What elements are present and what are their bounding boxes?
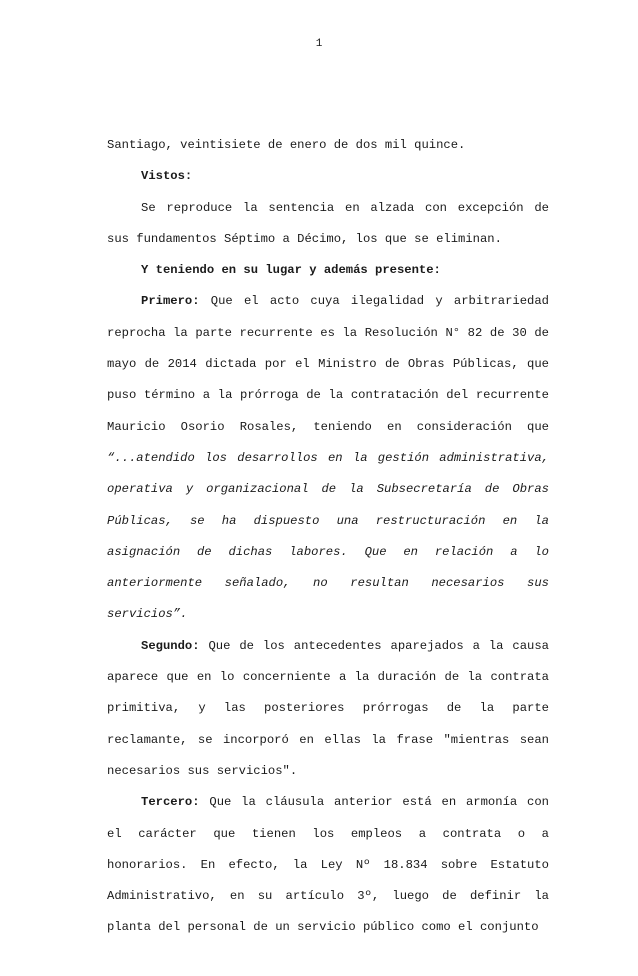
tercero-text: Que la cláusula anterior está en armonía con el carácter que tienen los empleos a contrata o a honorarios. En efecto, la Ley Nº 18.834 sobre Estatuto Administrativo, en su artículo 3º, luego de definir la planta del personal de un servicio público como el conjunto <box>107 795 549 935</box>
tercero-paragraph <box>107 787 549 943</box>
document-body <box>107 130 549 944</box>
primero-quote: “...atendido los desarrollos en la gestión administrativa, operativa y organizacional de la Subsecretaría de Obras Públicas, se ha dispuesto una restructuración en la asignación de dichas labores. Que en relación a lo anteriormente señalado, no resultan necesarios sus servicios”. <box>107 450 549 622</box>
considering-label: Y teniendo en su lugar y además presente: <box>141 263 441 278</box>
considering-heading <box>107 255 549 286</box>
primero-label: Primero: <box>141 294 200 309</box>
page-number: 1 <box>315 38 323 50</box>
vistos-paragraph: Se reproduce la sentencia en alzada con excepción de sus fundamentos Séptimo a Décimo, los que se eliminan. <box>107 200 549 246</box>
segundo-text: Que de los antecedentes aparejados a la causa aparece que en lo concerniente a la duración de la contrata primitiva, y las posteriores prórrogas de la parte reclamante, se incorporó en ellas la frase "mientras sean necesarios sus servicios". <box>107 638 549 778</box>
vistos-heading <box>107 161 549 192</box>
segundo-label: Segundo: <box>141 638 200 653</box>
tercero-label: Tercero: <box>141 795 200 810</box>
segundo-paragraph <box>107 631 549 787</box>
vistos-label: Vistos: <box>141 169 193 184</box>
primero-text: Que el acto cuya ilegalidad y arbitrariedad reprocha la parte recurrente es la Resolución N° 82 de 30 de mayo de 2014 dictada por el Ministro de Obras Públicas, que puso término a la prórroga de la contratación del recurrente Mauricio Osorio Rosales, teniendo en consideración que <box>107 294 549 434</box>
opening-line: Santiago, veintisiete de enero de dos mil quince. <box>107 138 466 152</box>
primero-paragraph <box>107 286 549 630</box>
